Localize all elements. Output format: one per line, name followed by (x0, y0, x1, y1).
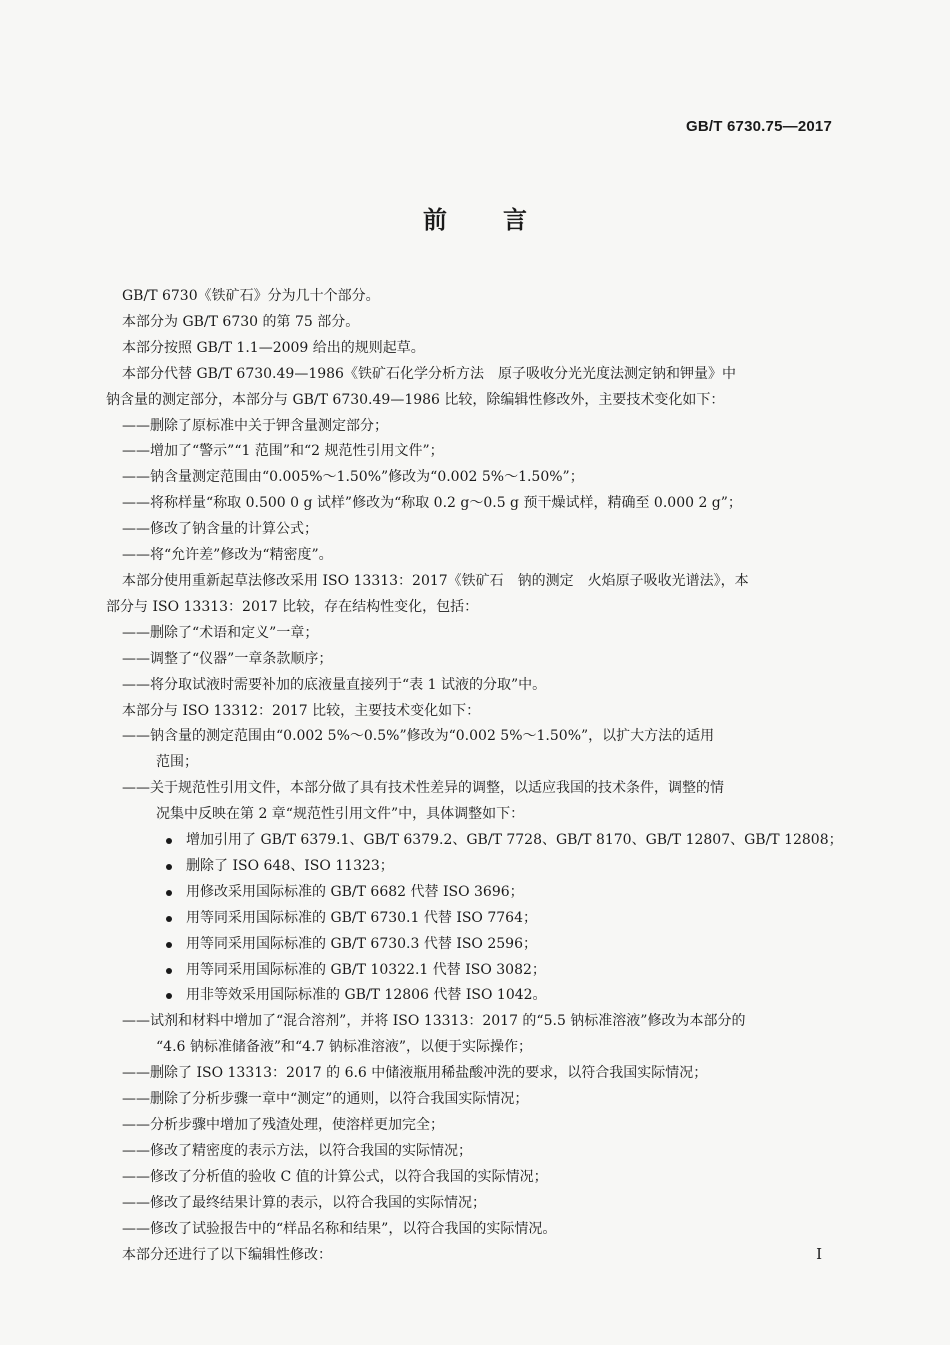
page-number: I (816, 1245, 822, 1263)
paragraph: 本部分使用重新起草法修改采用 ISO 13313：2017《铁矿石 钠的测定 火焰原子吸收光谱法》，本 (122, 572, 749, 589)
list-item: ——修改了分析值的验收 C 值的计算公式，以符合我国的实际情况； (122, 1168, 548, 1185)
list-item: ——删除了 ISO 13313：2017 的 6.6 中储液瓶用稀盐酸冲洗的要求，以符合我国实际情况； (122, 1065, 708, 1082)
list-item-continuation: “4.6 钠标准储备液”和“4.7 钠标准溶液”，以便于实际操作； (156, 1039, 533, 1056)
list-item: ——钠含量测定范围由“0.005%～1.50%”修改为“0.002 5%～1.50%”； (122, 469, 584, 486)
bullet-item (122, 906, 832, 932)
document-body (106, 284, 843, 1268)
bullet-text: 用非等效采用国际标准的 GB/T 12806 代替 ISO 1042。 (186, 987, 547, 1004)
list-item: ——将称样量“称取 0.500 0 g 试样”修改为“称取 0.2 g～0.5 g 预干燥试样，精确至 0.000 2 g”； (122, 495, 742, 512)
paragraph: 本部分为 GB/T 6730 的第 75 部分。 (122, 313, 360, 330)
list-item: ——修改了试验报告中的“样品名称和结果”，以符合我国的实际情况。 (122, 1220, 557, 1237)
bullet-item (122, 983, 832, 1009)
list-item: ——修改了钠含量的计算公式； (122, 521, 318, 538)
list-item: ——删除了分析步骤一章中“测定”的通则，以符合我国实际情况； (122, 1091, 529, 1108)
bullet-text: 用等同采用国际标准的 GB/T 6730.3 代替 ISO 2596； (186, 935, 537, 952)
bullet-text: 删除了 ISO 648、ISO 11323； (186, 857, 394, 874)
list-item: ——修改了精密度的表示方法，以符合我国的实际情况； (122, 1142, 472, 1159)
paragraph: 部分与 ISO 13313：2017 比较，存在结构性变化，包括： (106, 598, 479, 615)
list-item: ——删除了“术语和定义”一章； (122, 624, 319, 641)
list-item: ——将分取试液时需要补加的底液量直接列于“表 1 试液的分取”中。 (122, 676, 547, 693)
bullet-text: 用等同采用国际标准的 GB/T 10322.1 代替 ISO 3082； (186, 961, 546, 978)
paragraph: GB/T 6730《铁矿石》分为几十个部分。 (122, 288, 380, 304)
paragraph: 本部分与 ISO 13312：2017 比较，主要技术变化如下： (122, 702, 481, 719)
bullet-item (122, 854, 832, 880)
list-item-continuation: 范围； (156, 754, 198, 771)
list-item: ——删除了原标准中关于钾含量测定部分； (122, 417, 388, 434)
paragraph: 钠含量的测定部分，本部分与 GB/T 6730.49—1986 比较，除编辑性修改外，主要技术变化如下： (106, 391, 725, 408)
list-item: ——增加了“警示”“1 范围”和“2 规范性引用文件”； (122, 443, 444, 460)
list-item: ——分析步骤中增加了残渣处理，使溶样更加完全； (122, 1117, 444, 1133)
list-item: ——试剂和材料中增加了“混合溶剂”，并将 ISO 13313：2017 的“5.5 钠标准溶液”修改为本部分的 (122, 1013, 746, 1030)
list-item: ——钠含量的测定范围由“0.002 5%～0.5%”修改为“0.002 5%～1.50%”，以扩大方法的适用 (122, 728, 715, 745)
list-item-continuation: 况集中反映在第 2 章“规范性引用文件”中，具体调整如下： (156, 806, 525, 823)
paragraph: 本部分还进行了以下编辑性修改： (122, 1246, 332, 1263)
list-item: ——修改了最终结果计算的表示，以符合我国的实际情况； (122, 1194, 486, 1211)
paragraph: 本部分按照 GB/T 1.1—2009 给出的规则起草。 (122, 339, 425, 356)
bullet-item (122, 932, 832, 958)
list-item: ——关于规范性引用文件，本部分做了具有技术性差异的调整，以适应我国的技术条件，调整的情 (122, 780, 724, 797)
standard-code: GB/T 6730.75—2017 (686, 118, 832, 135)
bullet-item (122, 828, 843, 854)
bullet-text: 增加引用了 GB/T 6379.1、GB/T 6379.2、GB/T 7728、GB/T 8170、GB/T 12807、GB/T 12808； (186, 832, 843, 849)
paragraph: 本部分代替 GB/T 6730.49—1986《铁矿石化学分析方法 原子吸收分光光度法测定钠和钾量》中 (122, 365, 736, 382)
page-title: 前言 (423, 206, 583, 234)
list-item: ——将“允许差”修改为“精密度”。 (122, 547, 333, 564)
bullet-text: 用修改采用国际标准的 GB/T 6682 代替 ISO 3696； (186, 883, 524, 900)
list-item: ——调整了“仪器”一章条款顺序； (122, 650, 333, 667)
bullet-text: 用等同采用国际标准的 GB/T 6730.1 代替 ISO 7764； (186, 909, 537, 926)
bullet-item (122, 958, 832, 984)
bullet-item (122, 880, 832, 906)
